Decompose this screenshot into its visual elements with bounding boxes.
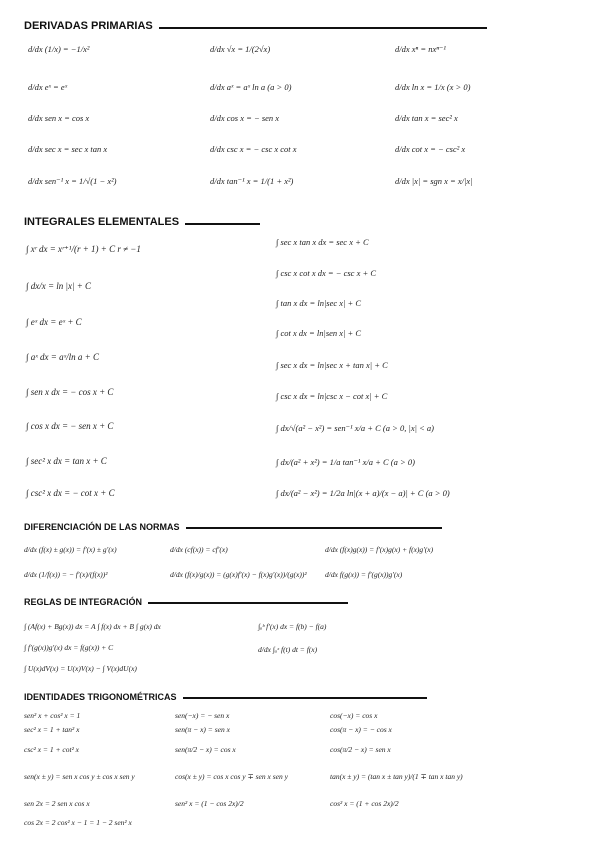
trig-identity: sen 2x = 2 sen x cos x: [24, 799, 90, 808]
integral-formula: ∫ eˣ dx = eˣ + C: [26, 317, 82, 327]
section-label: DIFERENCIACIÓN DE LAS NORMAS: [24, 522, 180, 532]
derivative-formula: d/dx (1/x) = −1/x²: [28, 44, 90, 54]
derivative-formula: d/dx sen⁻¹ x = 1/√(1 − x²): [28, 176, 117, 186]
integral-formula: ∫ cot x dx = ln|sen x| + C: [276, 328, 362, 338]
trig-identity: cos(−x) = cos x: [330, 711, 378, 720]
title-rule: [186, 527, 442, 529]
trig-identity: cos(π/2 − x) = sen x: [330, 745, 391, 754]
derivative-formula: d/dx cos x = − sen x: [210, 113, 280, 123]
derivative-formula: d/dx cot x = − csc² x: [395, 144, 466, 154]
integral-formula: ∫ tan x dx = ln|sec x| + C: [276, 298, 362, 308]
derivative-formula: d/dx xⁿ = nxⁿ⁻¹: [395, 44, 446, 54]
derivative-formula: d/dx |x| = sgn x = x/|x|: [395, 176, 473, 186]
section-title-diferenciacion: [24, 522, 442, 532]
integral-formula: ∫ dx/√(a² − x²) = sen⁻¹ x/a + C (a > 0, |x| < a): [276, 423, 434, 433]
section-title-reglas: [24, 597, 348, 607]
integral-formula: ∫ csc² x dx = − cot x + C: [26, 488, 115, 498]
title-rule: [148, 602, 348, 604]
integral-formula: ∫ sec x tan x dx = sec x + C: [276, 237, 369, 247]
differentiation-rule: d/dx (1/f(x)) = − f′(x)/(f(x))²: [24, 570, 108, 579]
integral-formula: ∫ csc x cot x dx = − csc x + C: [276, 268, 377, 278]
derivative-formula: d/dx tan⁻¹ x = 1/(1 + x²): [210, 176, 294, 186]
derivative-formula: d/dx aˣ = aˣ ln a (a > 0): [210, 82, 292, 92]
section-title-integrales: [24, 216, 260, 228]
trig-identity: sen(π − x) = sen x: [175, 725, 230, 734]
derivative-formula: d/dx eˣ = eˣ: [28, 82, 68, 92]
section-title-identidades: [24, 692, 427, 702]
integration-rule: d/dx ∫ₐˣ f(t) dt = f(x): [258, 645, 318, 654]
differentiation-rule: d/dx f(g(x)) = f′(g(x))g′(x): [325, 570, 403, 579]
derivative-formula: d/dx ln x = 1/x (x > 0): [395, 82, 471, 92]
integral-formula: ∫ cos x dx = − sen x + C: [26, 421, 114, 431]
derivative-formula: d/dx sen x = cos x: [28, 113, 90, 123]
integral-formula: ∫ xʳ dx = xʳ⁺¹/(r + 1) + C r ≠ −1: [26, 244, 141, 254]
title-rule: [185, 223, 260, 225]
trig-identity: tan(x ± y) = (tan x ± tan y)/(1 ∓ tan x tan y): [330, 772, 463, 781]
section-label: REGLAS DE INTEGRACIÓN: [24, 597, 143, 607]
trig-identity: csc² x = 1 + cot² x: [24, 745, 80, 754]
trig-identity: sen(π/2 − x) = cos x: [175, 745, 236, 754]
title-rule: [159, 27, 487, 29]
integration-rule: ∫ f′(g(x))g′(x) dx = f(g(x)) + C: [24, 643, 114, 652]
differentiation-rule: d/dx (f(x)g(x)) = f′(x)g(x) + f(x)g′(x): [325, 545, 434, 554]
derivative-formula: d/dx csc x = − csc x cot x: [210, 144, 297, 154]
integral-formula: ∫ dx/(a² − x²) = 1/2a ln|(x + a)/(x − a)| + C (a > 0): [276, 488, 450, 498]
derivative-formula: d/dx √x = 1/(2√x): [210, 44, 271, 54]
differentiation-rule: d/dx (f(x)/g(x)) = (g(x)f′(x) − f(x)g′(x))/(g(x))²: [170, 570, 307, 579]
integration-rule: ∫ₐᵇ f′(x) dx = f(b) − f(a): [258, 622, 327, 631]
integration-rule: ∫ (Af(x) + Bg(x)) dx = A ∫ f(x) dx + B ∫ g(x) dx: [24, 622, 161, 631]
integral-formula: ∫ aˣ dx = aˣ/ln a + C: [26, 352, 99, 362]
section-label: INTEGRALES ELEMENTALES: [24, 216, 180, 228]
section-label: DERIVADAS PRIMARIAS: [24, 20, 153, 32]
trig-identity: cos(x ± y) = cos x cos y ∓ sen x sen y: [175, 772, 288, 781]
trig-identity: sen(x ± y) = sen x cos y ± cos x sen y: [24, 772, 135, 781]
trig-identity: sec² x = 1 + tan² x: [24, 725, 80, 734]
section-title-derivadas: [24, 20, 487, 32]
trig-identity: cos(π − x) = − cos x: [330, 725, 392, 734]
integral-formula: ∫ dx/x = ln |x| + C: [26, 281, 92, 291]
trig-identity: cos² x = (1 + cos 2x)/2: [330, 799, 399, 808]
integral-formula: ∫ sen x dx = − cos x + C: [26, 387, 114, 397]
trig-identity: cos 2x = 2 cos² x − 1 = 1 − 2 sen² x: [24, 818, 132, 827]
integral-formula: ∫ sec x dx = ln|sec x + tan x| + C: [276, 360, 388, 370]
trig-identity: sen² x = (1 − cos 2x)/2: [175, 799, 244, 808]
section-label: IDENTIDADES TRIGONOMÉTRICAS: [24, 692, 177, 702]
integration-rule: ∫ U(x)dV(x) = U(x)V(x) − ∫ V(x)dU(x): [24, 664, 137, 673]
integral-formula: ∫ csc x dx = ln|csc x − cot x| + C: [276, 391, 388, 401]
integral-formula: ∫ sec² x dx = tan x + C: [26, 456, 107, 466]
trig-identity: sen² x + cos² x = 1: [24, 711, 81, 720]
differentiation-rule: d/dx (cf(x)) = cf′(x): [170, 545, 228, 554]
derivative-formula: d/dx sec x = sec x tan x: [28, 144, 108, 154]
integral-formula: ∫ dx/(a² + x²) = 1/a tan⁻¹ x/a + C (a > 0): [276, 457, 415, 467]
differentiation-rule: d/dx (f(x) ± g(x)) = f′(x) ± g′(x): [24, 545, 117, 554]
title-rule: [183, 697, 427, 699]
trig-identity: sen(−x) = − sen x: [175, 711, 230, 720]
derivative-formula: d/dx tan x = sec² x: [395, 113, 458, 123]
